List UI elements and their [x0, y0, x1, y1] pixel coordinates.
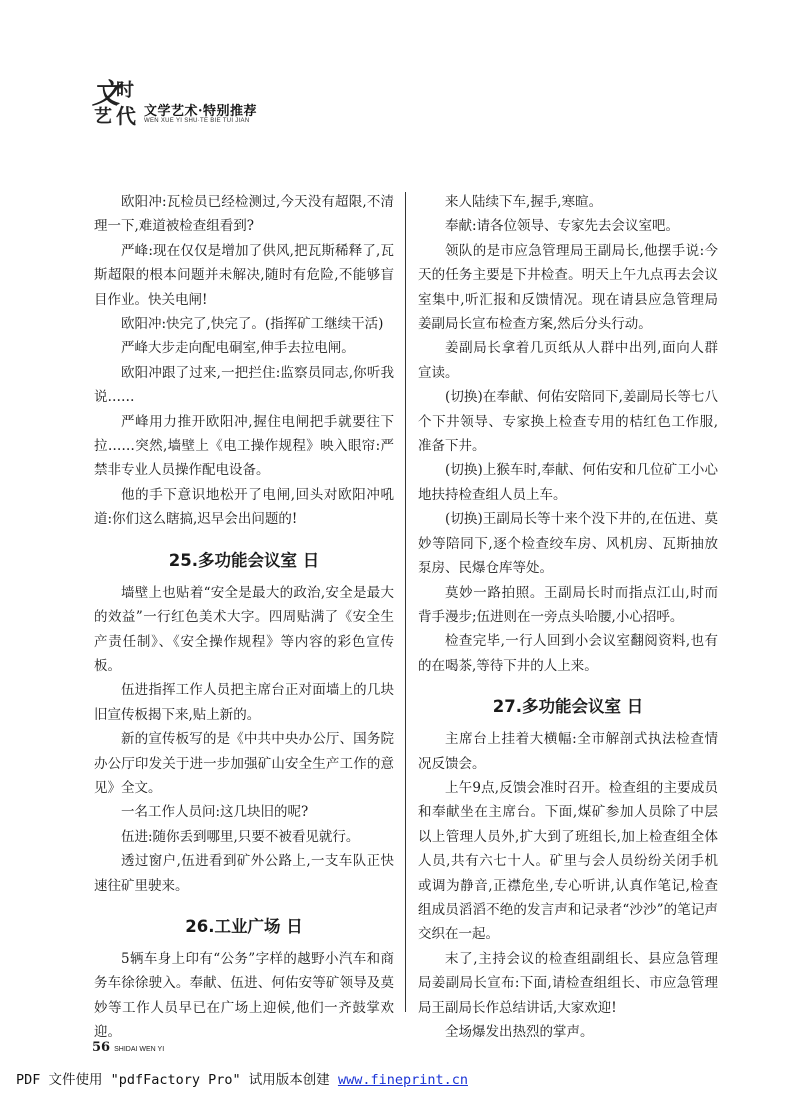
scene-heading: 25.多功能会议室 日: [168, 550, 320, 570]
paragraph: 上午9点,反馈会准时召开。检查组的主要成员和奉献坐在主席台。下面,煤矿参加人员除了中层以上管理人员外,扩大到了班组长,加上检查组全体人员,共有六七十人。矿里与会人员纷纷关闭手机或调为静音,正襟危坐,专心听讲,认真作笔记,检查组成员滔滔不绝的发言声和记录者“沙沙”的笔记声交织在一起。: [418, 779, 718, 943]
paragraph: 严峰:现在仅仅是增加了供风,把瓦斯稀释了,瓦斯超限的根本问题并未解决,随时有危险,不能够盲目作业。快关电闸!: [94, 242, 394, 308]
scene-heading: 26.工业广场 日: [185, 916, 303, 936]
paragraph: 伍进:随你丢到哪里,只要不被看见就行。: [121, 828, 360, 845]
scene-27-body: [418, 727, 718, 1044]
logo-char: 代: [116, 104, 136, 128]
paragraph: 一名工作人员问:这几块旧的呢?: [121, 804, 309, 821]
paragraph: 来人陆续下车,握手,寒暄。: [445, 194, 603, 210]
paragraph: 奉献:请各位领导、专家先去会议室吧。: [445, 218, 680, 235]
pdf-footer: [16, 1068, 468, 1088]
section-subtitle: WEN XUE YI SHU·TE BIE TUI JIAN: [144, 118, 250, 124]
paragraph: (切换)王副局长等十来个没下井的,在伍进、莫妙等陪同下,逐个检查绞车房、风机房、瓦斯抽放泵房、民爆仓库等处。: [418, 511, 718, 577]
scene-26-body: [94, 947, 394, 1045]
left-column: [94, 190, 394, 1045]
paragraph: 全场爆发出热烈的掌声。: [445, 1024, 594, 1040]
paragraph: 透过窗户,伍进看到矿外公路上,一支车队正快速往矿里驶来。: [94, 853, 394, 894]
logo-char: 时: [116, 80, 134, 101]
paragraph: (切换)在奉献、何佑安陪同下,姜副局长等七八个下井领导、专家换上检查专用的桔红色工作服,准备下井。: [418, 389, 718, 455]
paragraph: 墙壁上也贴着“安全是最大的政治,安全是最大的效益”一行红色美术大字。四周贴满了《安全生产责任制》、《安全操作规程》等内容的彩色宣传板。: [94, 584, 394, 674]
paragraph: 5辆车身上印有“公务”字样的越野小汽车和商务车徐徐驶入。奉献、伍进、何佑安等矿领导及莫妙等工作人员早已在广场上迎候,他们一齐鼓掌欢迎。: [94, 950, 394, 1041]
paragraph: 莫妙一路拍照。王副局长时而指点江山,时而背手漫步;伍进则在一旁点头哈腰,小心招呼。: [418, 584, 718, 625]
scene-25-body: [94, 581, 394, 898]
footer-text: PDF 文件使用 "pdfFactory Pro" 试用版本创建: [16, 1072, 338, 1088]
paragraph: 欧阳冲:瓦检员已经检测过,今天没有超限,不清理一下,难道被检查组看到?: [94, 194, 394, 235]
page-folio: [92, 1036, 164, 1055]
paragraph: 姜副局长拿着几页纸从人群中出列,面向人群宣读。: [418, 340, 718, 381]
right-intro: [418, 190, 718, 678]
paragraph: 欧阳冲跟了过来,一把拦住:监察员同志,你听我说……: [94, 364, 394, 406]
paragraph: 欧阳冲:快完了,快完了。(指挥矿工继续干活): [121, 316, 384, 333]
left-intro: [94, 190, 394, 532]
footer-link[interactable]: www.fineprint.cn: [337, 1072, 468, 1088]
paragraph: 新的宣传板写的是《中共中央办公厅、国务院办公厅印发关于进一步加强矿山安全生产工作的意见》全文。: [94, 731, 394, 796]
magazine-name: SHIDAI WEN YI: [114, 1046, 165, 1053]
paragraph: (切换)上猴车时,奉献、何佑安和几位矿工小心地扶持检查组人员上车。: [418, 462, 718, 503]
logo-char: 文: [92, 77, 121, 110]
scene-heading: 27.多功能会议室 日: [492, 697, 644, 717]
magazine-header: [92, 77, 392, 140]
paragraph: 领队的是市应急管理局王副局长,他摆手说:今天的任务主要是下井检查。明天上午九点再去会议室集中,听汇报和反馈情况。现在请县应急管理局姜副局长宣布检查方案,然后分头行动。: [418, 242, 718, 333]
paragraph: 严峰用力推开欧阳冲,握住电闸把手就要往下拉……突然,墙壁上《电工操作规程》映入眼帘:严禁非专业人员操作配电设备。: [94, 413, 394, 479]
right-column: [418, 190, 718, 1044]
magazine-logo: [92, 77, 142, 130]
section-title: 文学艺术·特别推荐: [144, 104, 258, 119]
logo-char: 艺: [94, 106, 112, 127]
paragraph: 严峰大步走向配电硐室,伸手去拉电闸。: [121, 340, 355, 357]
paragraph: 主席台上挂着大横幅:全市解剖式执法检查情况反馈会。: [418, 731, 718, 772]
paragraph: 伍进指挥工作人员把主席台正对面墙上的几块旧宣传板揭下来,贴上新的。: [94, 682, 394, 723]
paragraph: 他的手下意识地松开了电闸,回头对欧阳冲吼道:你们这么瞎搞,迟早会出问题的!: [94, 486, 394, 528]
paragraph: 末了,主持会议的检查组副组长、县应急管理局姜副局长宣布:下面,请检查组组长、市应急管理局王副局长作总结讲话,大家欢迎!: [418, 950, 718, 1016]
column-divider: [405, 192, 406, 1012]
paragraph: 检查完毕,一行人回到小会议室翻阅资料,也有的在喝茶,等待下井的人上来。: [418, 633, 718, 674]
page-number: 56: [92, 1040, 111, 1055]
